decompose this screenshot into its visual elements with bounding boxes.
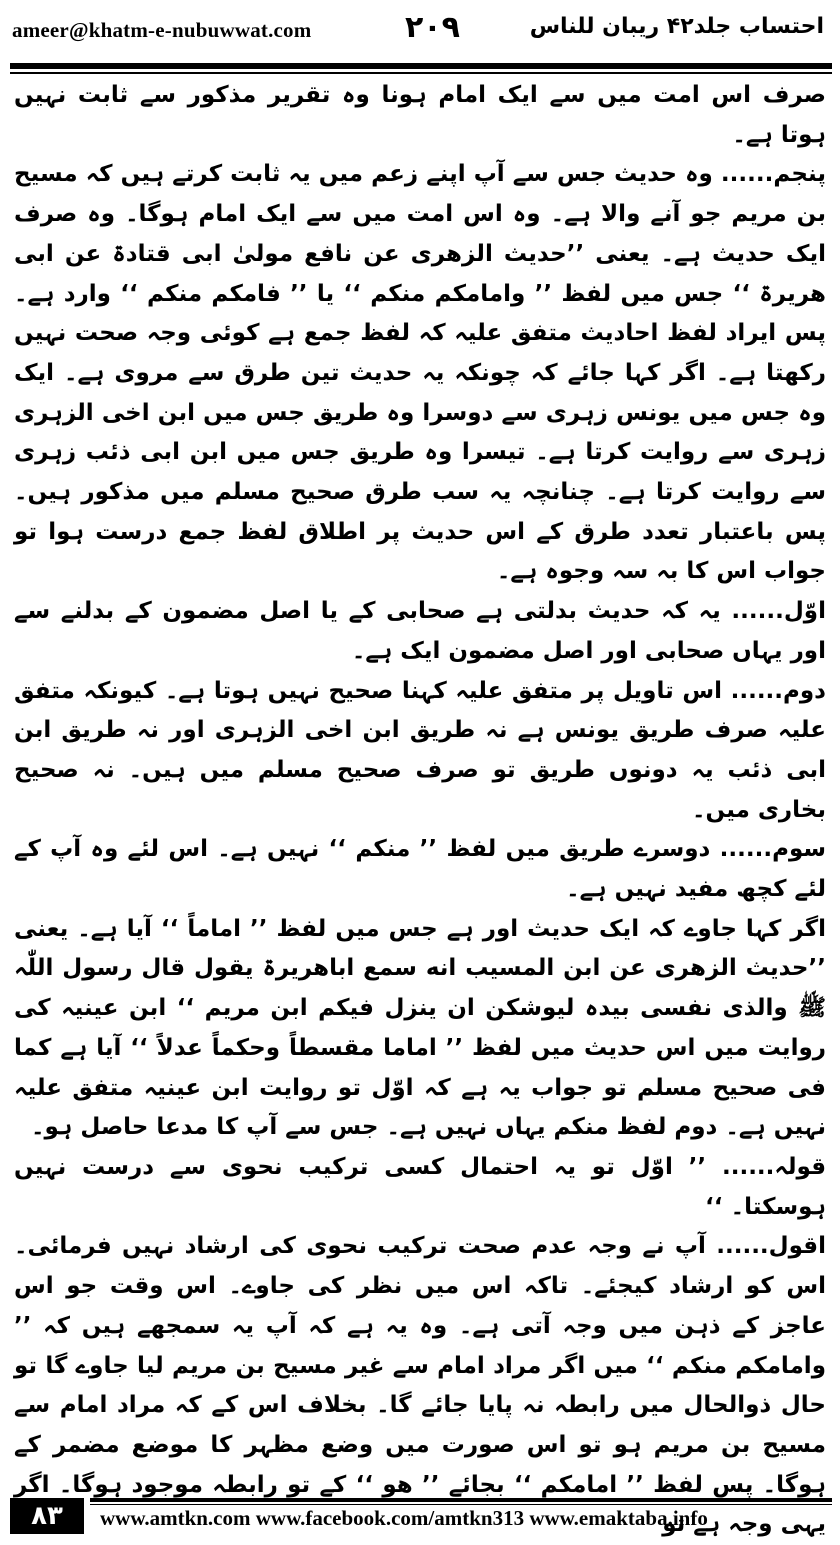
page-header [0,0,840,60]
paragraph: اوّل...... یہ کہ حدیث بدلتی ہے صحابی کے یا اصل مضمون کے بدلنے سے اور یہاں صحابی اور اصل مضمون ایک ہے۔ [14,598,826,664]
paragraph: سوم...... دوسرے طریق میں لفظ ’’ منکم ‘‘ نہیں ہے۔ اس لئے وہ آپ کے لئے کچھ مفید نہیں ہے۔ [14,836,826,903]
paragraph: قولہ...... ’’ اوّل تو یہ احتمال کسی ترکیب نحوی سے درست نہیں ہوسکتا۔ ‘‘ [14,1153,826,1220]
paragraph: دوم...... اس تاویل پر متفق علیہ کہنا صحیح نہیں ہوتا ہے۔ کیونکہ متفق علیہ صرف طریق یونس ہے نہ طریق ابن اخی الزہری اور نہ طریق ابن ابی ذئب یہ دونوں طریق تو صرف صحیح مسلم میں ہیں۔ نہ صحیح بخاری میں۔ [14,677,826,823]
footer-links: www.amtkn.com www.facebook.com/amtkn313 www.emaktaba.info [100,1506,708,1530]
paragraph: اقول...... آپ نے وجہ عدم صحت ترکیب نحوی کی ارشاد نہیں فرمائی۔ اس کو ارشاد کیجئے۔ تاکہ اس میں نظر کی جاوے۔ اس وقت جو اس عاجز کے ذہن میں وجہ آتی ہے۔ وہ یہ ہے کہ آپ یہ سمجھے ہیں کہ ’’ وامامکم منکم ‘‘ میں اگر مراد امام سے غیر مسیح بن مریم لیا جاوے گا تو حال ذوالحال میں رابطہ نہ پایا جائے گا۔ بخلاف اس کے کہ مراد امام سے مسیح بن مریم ہو تو اس صورت میں وضع مظہر کا موضع مضمر کے ہوگا۔ پس لفظ ’’ امامکم ‘‘ بجائے ’’ ھو ‘‘ کے تو رابطہ موجود ہوگا۔ اگر یہی وجہ ہے تو [14,1233,826,1538]
paragraph: صرف اس امت میں سے ایک امام ہونا وہ تقریر مذکور سے ثابت نہیں ہوتا ہے۔ [14,82,826,148]
footer-rule-thin [90,1504,832,1505]
page-footer [0,1494,840,1540]
paragraph: پنجم...... وہ حدیث جس سے آپ اپنے زعم میں یہ ثابت کرتے ہیں کہ مسیح بن مریم جو آنے والا ہے۔ وہ اس امت میں سے ایک امام ہوگا۔ وہ صرف ایک حدیث ہے۔ یعنی ’’حدیث الزھری عن نافع مولیٰ ابی قتادۃ عن ابی ھریرۃ ‘‘ جس میں لفظ ’’ وامامکم منکم ‘‘ یا ’’ فامکم منکم ‘‘ وارد ہے۔ پس ایراد لفظ احادیث متفق علیہ کہ لفظ جمع ہے کوئی وجہ صحت نہیں رکھتا ہے۔ اگر کہا جائے کہ چونکہ یہ حدیث تین طرق سے مروی ہے۔ ایک وہ جس میں یونس زہری سے دوسرا وہ طریق جس میں ابن اخی الزہری زہری سے روایت کرتا ہے۔ تیسرا وہ طریق جس میں ابن ابی ذئب زہری سے روایت کرتا ہے۔ چنانچہ یہ سب طرق صحیح مسلم میں مذکور ہیں۔ پس باعتبار تعدد طرق کے اس حدیث پر اطلاق لفظ جمع درست ہوا تو جواب اس کا بہ سہ وجوہ ہے۔ [14,161,826,585]
footer-page-number: ۸۳ [10,1498,84,1534]
header-rule-thick [10,63,832,69]
paragraph: اگر کہا جاوے کہ ایک حدیث اور ہے جس میں لفظ ’’ اماماً ‘‘ آیا ہے۔ یعنی ’’حدیث الزھری عن ابن المسیب انه سمع اباھریرۃ یقول قال رسول اللّٰہ ﷺ والذی نفسی بیدہ لیوشکن ان ینزل فیکم ابن مریم ‘‘ ابن عینیہ کی روایت میں اس حدیث میں لفظ ’’ اماما مقسطاً وحکماً عدلاً ‘‘ آیا ہے کما فی صحیح مسلم تو جواب یہ ہے کہ اوّل تو روایت ابن عینیہ متفق علیہ نہیں ہے۔ دوم لفظ منکم یہاں نہیں ہے۔ جس سے آپ کا مدعا حاصل ہو۔ [14,915,826,1141]
running-title: احتساب جلد۴۲ ریبان للناس [529,14,824,39]
header-email: ameer@khatm-e-nubuwwat.com [12,18,312,42]
header-rule-thin [10,72,832,74]
page-number: ۲۰۹ [405,10,460,45]
footer-rule-thick [90,1498,832,1502]
